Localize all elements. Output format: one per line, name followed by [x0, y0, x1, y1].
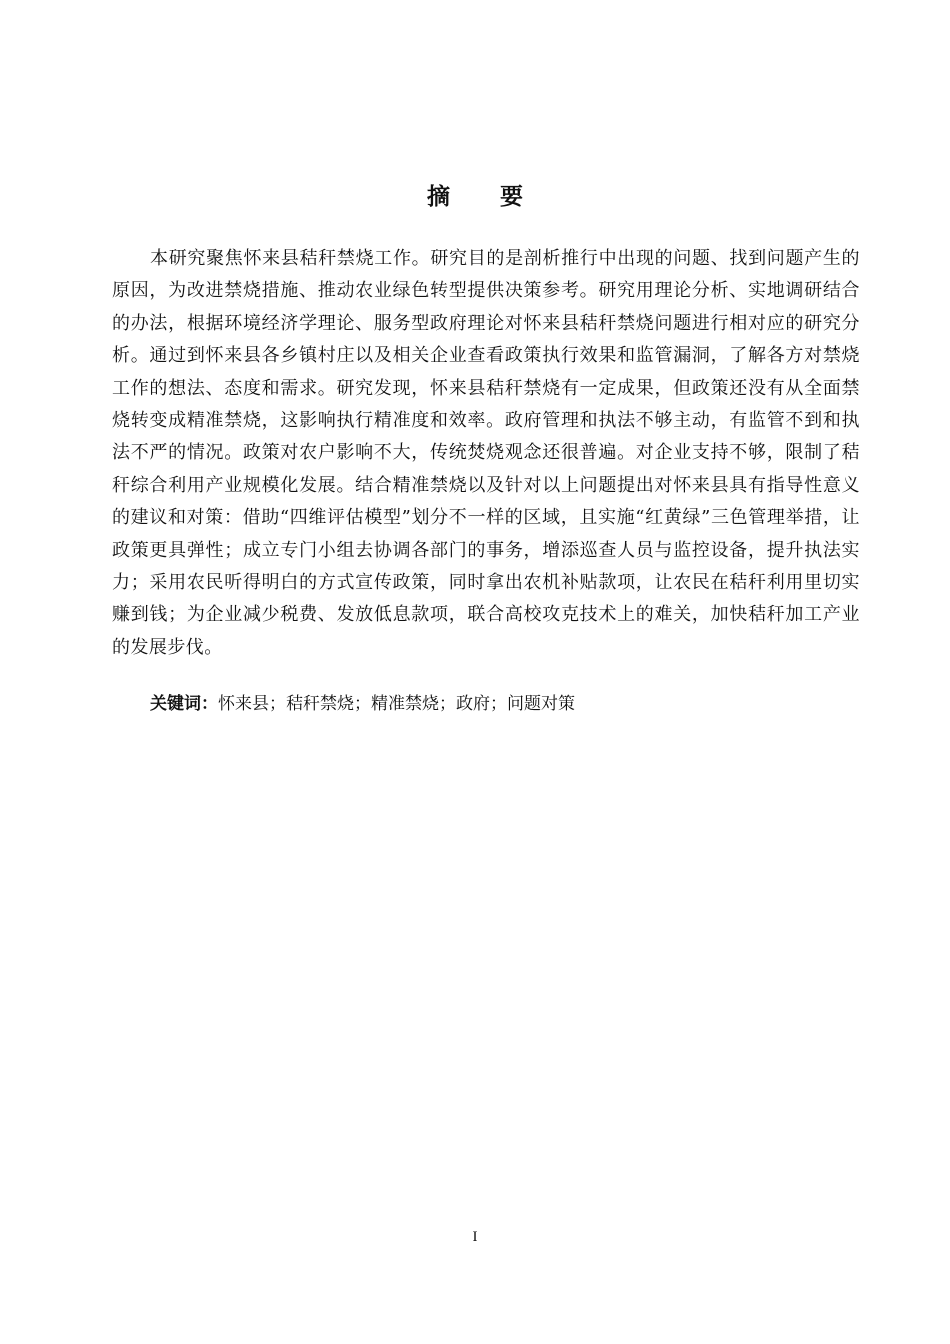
abstract-title-char-2: 要	[500, 184, 523, 210]
abstract-title	[0, 178, 950, 211]
keywords-label: 关键词：	[150, 694, 218, 714]
abstract-body: 本研究聚焦怀来县秸秆禁烧工作。研究目的是剖析推行中出现的问题、找到问题产生的原因，为改进禁烧措施、推动农业绿色转型提供决策参考。研究用理论分析、实地调研结合的办法，根据环境经济学理论、服务型政府理论对怀来县秸秆禁烧问题进行相对应的研究分析。通过到怀来县各乡镇村庄以及相关企业查看政策执行效果和监管漏洞，了解各方对禁烧工作的想法、态度和需求。研究发现，怀来县秸秆禁烧有一定成果，但政策还没有从全面禁烧转变成精准禁烧，这影响执行精准度和效率。政府管理和执法不够主动，有监管不到和执法不严的情况。政策对农户影响不大，传统焚烧观念还很普遍。对企业支持不够，限制了秸秆综合利用产业规模化发展。结合精准禁烧以及针对以上问题提出对怀来县具有指导性意义的建议和对策：借助“四维评估模型”划分不一样的区域，且实施“红黄绿”三色管理举措，让政策更具弹性；成立专门小组去协调各部门的事务，增添巡查人员与监控设备，提升执法实力；采用农民听得明白的方式宣传政策，同时拿出农机补贴款项，让农民在秸秆利用里切实赚到钱；为企业减少税费、发放低息款项，联合高校攻克技术上的难关，加快秸秆加工产业的发展步伐。	[112, 248, 860, 658]
abstract-title-char-1: 摘	[427, 184, 450, 210]
keywords-line	[150, 688, 860, 720]
page-number: I	[472, 1229, 478, 1245]
keywords-list: 怀来县；秸秆禁烧；精准禁烧；政府；问题对策	[218, 694, 575, 714]
